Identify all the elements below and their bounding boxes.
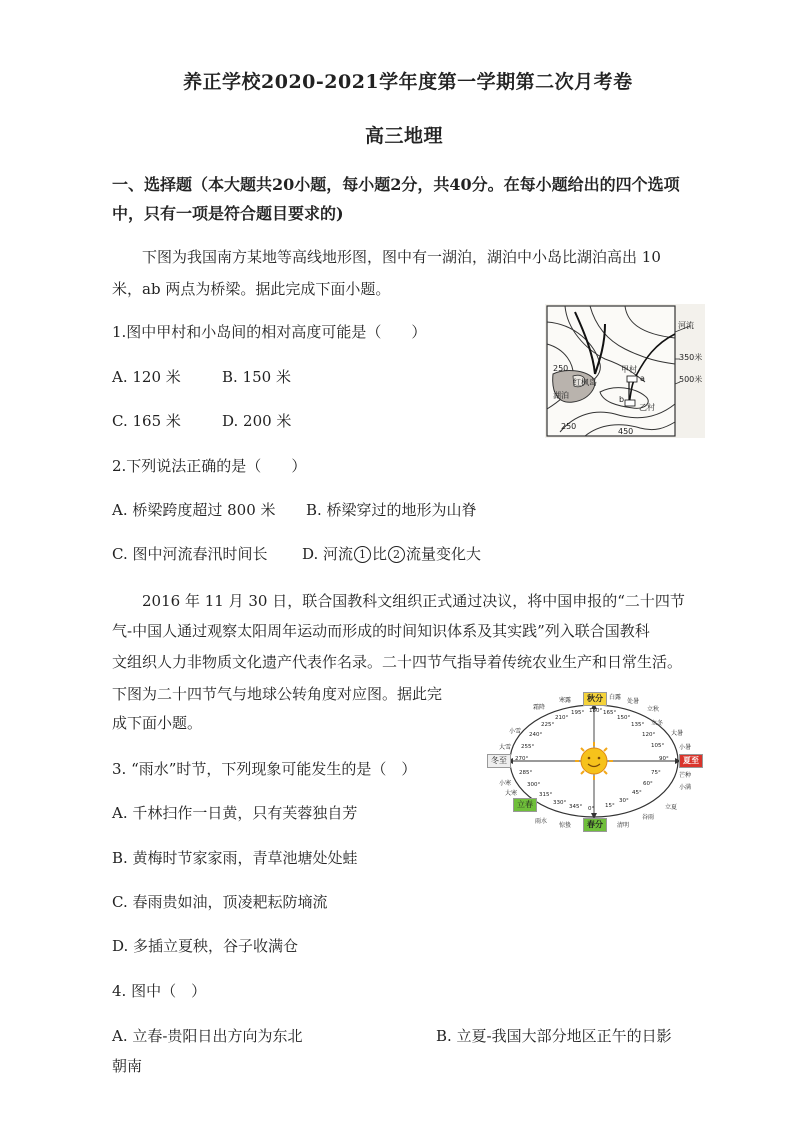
term-label: 惊蛰 — [559, 822, 572, 829]
term-label: 立夏 — [665, 804, 678, 811]
map-label-500: 500米 — [679, 375, 703, 384]
label-spring-equinox: 春分 — [583, 818, 607, 832]
angle-label: 30° — [619, 798, 629, 804]
angle-label: 180° — [589, 708, 603, 714]
exam-subtitle: 高三地理 — [365, 125, 444, 147]
map-label-250a: 250 — [553, 364, 569, 373]
q1-option-a: A. 120 米 — [112, 368, 181, 386]
angle-label: 60° — [643, 781, 653, 787]
label-lichun: 立春 — [513, 798, 537, 812]
q2-option-c: C. 图中河流春汛时间长 — [112, 545, 268, 563]
term-label: 大寒 — [505, 790, 518, 797]
angle-label: 240° — [529, 732, 543, 738]
passage2-line4: 下图为二十四节气与地球公转角度对应图。据此完 — [112, 685, 443, 703]
angle-label: 300° — [527, 782, 541, 788]
passage1-line1: 下图为我国南方某地等高线地形图，图中有一湖泊，湖泊中小岛比湖泊高出 10 — [142, 248, 661, 266]
contour-map — [545, 304, 705, 438]
term-label: 白露 — [609, 694, 622, 701]
angle-label: 15° — [605, 803, 615, 809]
angle-label: 90° — [659, 756, 669, 762]
term-label: 立秋 — [647, 706, 660, 713]
angle-label: 165° — [603, 710, 617, 716]
angle-label: 135° — [631, 722, 645, 728]
map-label-jia-village: 甲村 — [621, 365, 637, 374]
sun-icon — [575, 742, 613, 780]
term-label: 处暑 — [627, 698, 640, 705]
q3-option-b: B. 黄梅时节家家雨，青草池塘处处蛙 — [112, 849, 358, 867]
angle-label: 315° — [539, 792, 553, 798]
term-label: 雨水 — [535, 818, 548, 825]
term-label: 谷雨 — [642, 814, 655, 821]
term-label: 大雪 — [499, 744, 512, 751]
label-winter-solstice: 冬至 — [487, 754, 511, 768]
q4-stem: 4. 图中（ ） — [112, 982, 207, 1000]
q2-option-a: A. 桥梁跨度超过 800 米 — [112, 501, 276, 519]
q1-option-c: C. 165 米 — [112, 412, 181, 430]
q1-option-d: D. 200 米 — [222, 412, 292, 430]
passage2-line5: 成下面小题。 — [112, 714, 203, 732]
angle-label: 330° — [553, 800, 567, 806]
angle-label: 75° — [651, 770, 661, 776]
map-label-b: b — [619, 395, 625, 404]
map-label-450: 450 — [618, 427, 634, 436]
angle-label: 120° — [642, 732, 656, 738]
term-label: 霜降 — [533, 704, 546, 711]
term-label: 立冬 — [651, 720, 664, 727]
angle-label: 195° — [571, 710, 585, 716]
q4-option-b: B. 立夏-我国大部分地区正午的日影 — [436, 1027, 672, 1045]
circled-number-2: 2 — [388, 546, 405, 563]
angle-label: 150° — [617, 715, 631, 721]
q1-option-b: B. 150 米 — [222, 368, 291, 386]
angle-label: 0° — [588, 806, 595, 812]
term-label: 小寒 — [499, 780, 512, 787]
label-summer-solstice: 夏至 — [679, 754, 703, 768]
angle-label: 270° — [515, 756, 529, 762]
term-label: 寒露 — [559, 697, 572, 704]
map-label-yi-village: 乙村 — [639, 403, 655, 412]
term-label: 芒种 — [679, 772, 692, 779]
q3-stem: 3. “雨水”时节，下列现象可能发生的是（ ） — [112, 760, 417, 778]
term-label: 大暑 — [671, 730, 684, 737]
label-autumn-equinox: 秋分 — [583, 692, 607, 706]
section-heading-line2: 中，只有一项是符合题目要求的) — [112, 204, 344, 223]
q4-option-a: A. 立春-贵阳日出方向为东北 — [112, 1027, 303, 1045]
angle-label: 210° — [555, 715, 569, 721]
term-label: 小暑 — [679, 744, 692, 751]
angle-label: 285° — [519, 770, 533, 776]
map-label-a: a — [640, 374, 645, 383]
passage2-line3: 文组织人力非物质文化遗产代表作名录。二十四节气指导着传统农业生产和日常生活。 — [112, 653, 683, 671]
angle-label: 345° — [569, 804, 583, 810]
q3-option-d: D. 多插立夏秧，谷子收满仓 — [112, 937, 299, 955]
angle-label: 225° — [541, 722, 555, 728]
q2-option-d-prefix: D. 河流 — [302, 545, 354, 563]
map-label-river: 河流 — [678, 321, 694, 330]
solar-terms-diagram — [487, 690, 701, 832]
q2-option-d-mid: 比 — [372, 545, 388, 563]
q2-stem: 2.下列说法正确的是（ ） — [112, 457, 307, 475]
map-label-250b: 250 — [561, 422, 577, 431]
q3-option-c: C. 春雨贵如油，顶凌耙耘防墒流 — [112, 893, 328, 911]
angle-label: 105° — [651, 743, 665, 749]
passage1-line2: 米，ab 两点为桥梁。据此完成下面小题。 — [112, 280, 391, 298]
passage2-line2: 气-中国人通过观察太阳周年运动而形成的时间知识体系及其实践”列入联合国教科 — [112, 622, 650, 640]
map-label-island: 红枫岛 — [573, 378, 597, 387]
map-label-350: 350米 — [679, 353, 703, 362]
q4-option-b-cont: 朝南 — [112, 1057, 143, 1075]
q3-option-a: A. 千林扫作一日黄，只有芙蓉独自芳 — [112, 804, 358, 822]
q2-option-d — [302, 543, 481, 564]
angle-label: 255° — [521, 744, 535, 750]
passage2-line1: 2016 年 11 月 30 日，联合国教科文组织正式通过决议，将中国申报的“二十四节 — [142, 592, 685, 610]
term-label: 清明 — [617, 822, 630, 829]
q2-option-d-suffix: 流量变化大 — [406, 545, 482, 563]
q2-option-b: B. 桥梁穿过的地形为山脊 — [306, 501, 477, 519]
map-label-lake: 湖泊 — [553, 391, 569, 400]
term-label: 小满 — [679, 784, 692, 791]
term-label: 小雪 — [509, 728, 522, 735]
q1-stem: 1.图中甲村和小岛间的相对高度可能是（ ） — [112, 323, 427, 341]
circled-number-1: 1 — [354, 546, 371, 563]
exam-title: 养正学校2020-2021学年度第一学期第二次月考卷 — [183, 71, 633, 93]
angle-label: 45° — [632, 790, 642, 796]
section-heading-line1: 一、选择题（本大题共20小题，每小题2分，共40分。在每小题给出的四个选项 — [112, 175, 680, 194]
